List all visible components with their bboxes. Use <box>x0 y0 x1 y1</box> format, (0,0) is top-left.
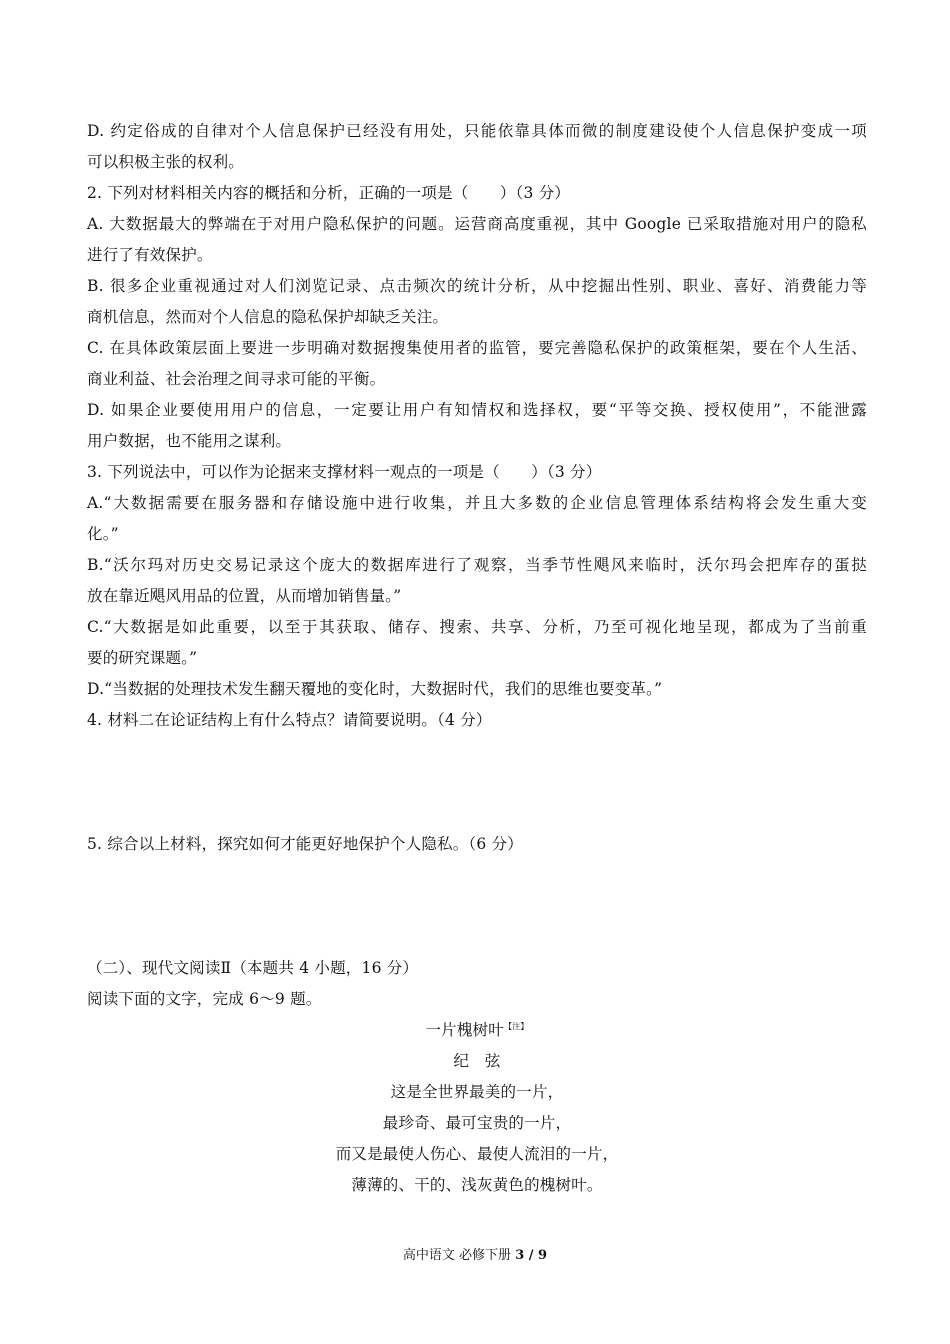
poem-line: 最珍奇、最可宝贵的一片， <box>382 1114 572 1132</box>
q5-stem: 5. 综合以上材料，探究如何才能更好地保护个人隐私。（6 分） <box>87 835 523 853</box>
q2-option-c-line2: 商业利益、社会治理之间寻求可能的平衡。 <box>87 370 386 388</box>
poem-line: 这是全世界最美的一片， <box>390 1083 564 1101</box>
section2-heading: （二）、现代文阅读Ⅱ（本题共 4 小题，16 分） <box>87 959 419 977</box>
footer-book-title: 高中语文 必修下册 <box>402 1248 516 1263</box>
q3-option-c-line2: 要的研究课题。” <box>87 649 198 667</box>
q3-option-b-line2: 放在靠近飓风用品的位置，从而增加销售量。” <box>87 587 402 605</box>
q3-option-a-line2: 化。” <box>87 525 119 543</box>
q1-option-d-line2: 可以积极主张的权利。 <box>87 153 245 171</box>
poem-note-mark: 【注】 <box>503 1021 529 1031</box>
q2-option-d-line2: 用户数据，也不能用之谋利。 <box>87 432 292 450</box>
q4-answer-space <box>87 736 867 829</box>
q3-option-a-line1: A.“大数据需要在服务器和存储设施中进行收集，并且大多数的企业信息管理体系结构将会发生重大变 <box>87 494 867 512</box>
page-footer <box>0 1244 950 1263</box>
q5-answer-space <box>87 860 867 953</box>
q4-stem: 4. 材料二在论证结构上有什么特点？请简要说明。（4 分） <box>87 711 492 729</box>
q3-stem: 3. 下列说法中，可以作为论据来支撑材料一观点的一项是（ ）（3 分） <box>87 463 602 481</box>
page-number: 3 / 9 <box>515 1248 548 1263</box>
section2-instruction: 阅读下面的文字，完成 6～9 题。 <box>87 990 322 1008</box>
q3-option-b-line1: B.“沃尔玛对历史交易记录这个庞大的数据库进行了观察，当季节性飓风来临时，沃尔玛会把库存的蛋挞 <box>87 556 867 574</box>
q2-option-d-line1: D. 如果企业要使用用户的信息，一定要让用户有知情权和选择权，要“平等交换、授权使用”，不能泄露 <box>87 401 867 419</box>
poem-author: 纪 弦 <box>453 1052 501 1070</box>
q2-option-b-line2: 商机信息，然而对个人信息的隐私保护却缺乏关注。 <box>87 308 449 326</box>
q2-option-a-line2: 进行了有效保护。 <box>87 246 213 264</box>
q3-option-c-line1: C.“大数据是如此重要，以至于其获取、储存、搜索、共享、分析，乃至可视化地呈现，都成为了当前重 <box>87 618 867 636</box>
poem-line: 薄薄的、干的、浅灰黄色的槐树叶。 <box>351 1176 603 1194</box>
poem-title-line <box>87 1015 867 1046</box>
q2-option-a-line1: A. 大数据最大的弊端在于对用户隐私保护的问题。运营商高度重视，其中 Google 已采取措施对用户的隐私 <box>87 215 867 233</box>
poem-title: 一片槐树叶 <box>425 1021 504 1039</box>
q2-option-c-line1: C. 在具体政策层面上要进一步明确对数据搜集使用者的监管，要完善隐私保护的政策框架，要在个人生活、 <box>87 339 867 357</box>
q1-option-d-line1: D. 约定俗成的自律对个人信息保护已经没有用处，只能依靠具体而微的制度建设使个人信息保护变成一项 <box>87 122 867 140</box>
q2-option-b-line1: B. 很多企业重视通过对人们浏览记录、点击频次的统计分析，从中挖掘出性别、职业、喜好、消费能力等 <box>87 277 867 295</box>
q2-stem: 2. 下列对材料相关内容的概括和分析，正确的一项是（ ）（3 分） <box>87 184 571 202</box>
q3-option-d-line1: D.“当数据的处理技术发生翻天覆地的变化时，大数据时代，我们的思维也要变革。” <box>87 680 663 698</box>
document-body <box>87 116 867 1201</box>
poem-line: 而又是最使人伤心、最使人流泪的一片， <box>335 1145 619 1163</box>
